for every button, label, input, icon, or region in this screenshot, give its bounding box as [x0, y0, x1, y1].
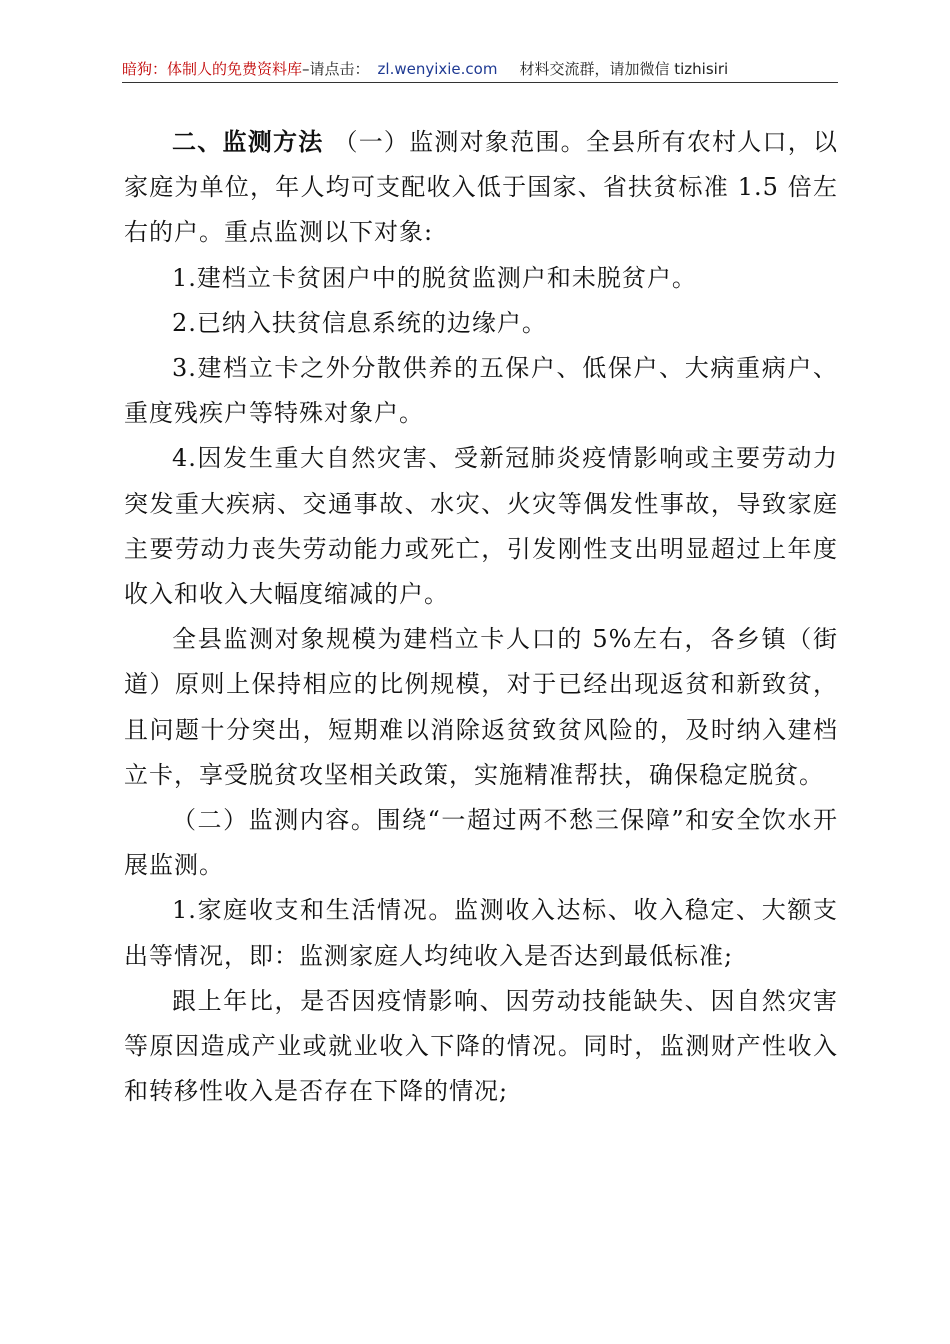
- paragraph-9: 跟上年比，是否因疫情影响、因劳动技能缺失、因自然灾害等原因造成产业或就业收入下降的情况。同时，监测财产性收入和转移性收入是否存在下降的情况;: [124, 986, 838, 1106]
- paragraph-5: 4.因发生重大自然灾害、受新冠肺炎疫情影响或主要劳动力突发重大疾病、交通事故、水灾、火灾等偶发性事故，导致家庭主要劳动力丧失劳动能力或死亡，引发刚性支出明显超过上年度收入和收入大幅度缩减的户。: [124, 444, 838, 609]
- header-brand: 暗狗：体制人的免费资料库: [122, 60, 303, 78]
- header-divider: [122, 82, 838, 83]
- paragraph-3: 2.已纳入扶贫信息系统的边缘户。: [172, 308, 547, 337]
- header-url-link[interactable]: zl.wenyixie.com: [377, 60, 498, 78]
- paragraph-8: 1.家庭收支和生活情况。监测收入达标、收入稳定、大额支出等情况，即：监测家庭人均纯收入是否达到最低标准;: [124, 896, 838, 970]
- header-group-note: 材料交流群，请加微信 tizhisiri: [519, 60, 729, 78]
- paragraph-2: 1.建档立卡贫困户中的脱贫监测户和未脱贫户。: [172, 263, 697, 292]
- paragraph-1-text: （一）监测对象范围。全县所有农村人口，以家庭为单位，年人均可支配收入低于国家、省扶贫标准 1.5 倍左右的户。重点监测以下对象:: [124, 128, 839, 247]
- paragraph-1: [124, 120, 838, 256]
- header-click-prefix: –请点击：: [302, 60, 370, 78]
- section-heading: 二、监测方法: [172, 128, 324, 156]
- document-body: [124, 120, 838, 1114]
- paragraph-7: （二）监测内容。围绕“一超过两不愁三保障”和安全饮水开展监测。: [124, 806, 838, 880]
- paragraph-4: 3.建档立卡之外分散供养的五保户、低保户、大病重病户、重度残疾户等特殊对象户。: [124, 354, 838, 428]
- page-header: [122, 58, 838, 80]
- paragraph-6: 全县监测对象规模为建档立卡人口的 5%左右，各乡镇（街道）原则上保持相应的比例规模，对于已经出现返贫和新致贫，且问题十分突出，短期难以消除返贫致贫风险的，及时纳入建档立卡，享受脱贫攻坚相关政策，实施精准帮扶，确保稳定脱贫。: [124, 625, 838, 789]
